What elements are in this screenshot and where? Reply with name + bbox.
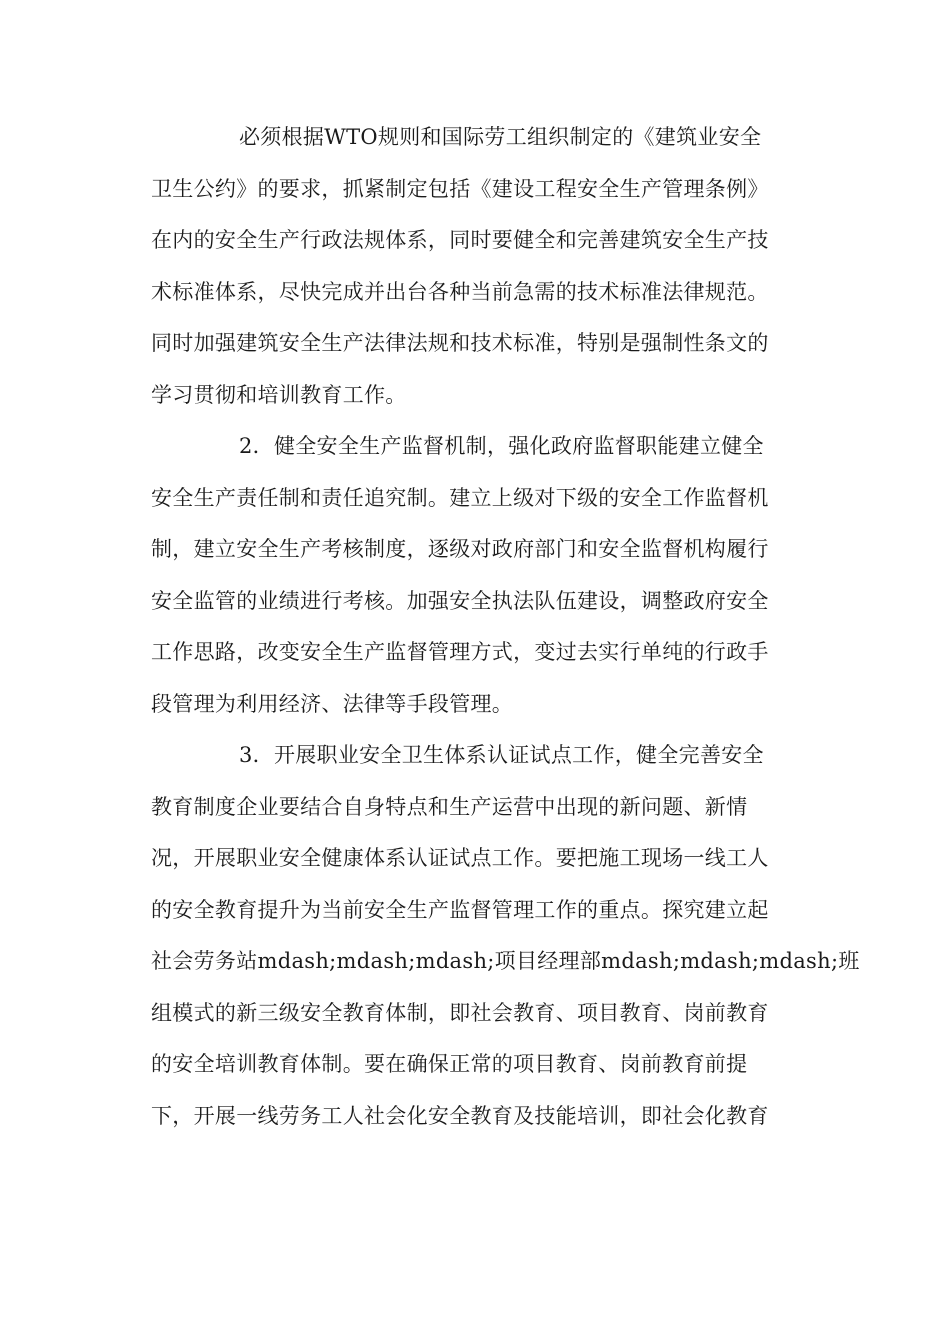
document-body (151, 112, 860, 1142)
text-line: 的安全培训教育体制。要在确保正常的项目教育、岗前教育前提 (151, 1052, 748, 1076)
text-line: 下，开展一线劳务工人社会化安全教育及技能培训，即社会化教育 (151, 1103, 769, 1128)
text-line: 社会劳务站mdash;mdash;mdash;项目经理部mdash;mdash;mdash;班 (151, 949, 860, 973)
text-line: 同时加强建筑安全生产法律法规和技术标准，特别是强制性条文的 (151, 331, 769, 355)
paragraph-item-2 (151, 421, 801, 730)
text-line: 组模式的新三级安全教育体制，即社会教育、项目教育、岗前教育 (151, 1000, 769, 1025)
paragraph-item-3 (151, 730, 860, 1142)
text-line: 的安全教育提升为当前安全生产监督管理工作的重点。探究建立起 (151, 897, 769, 922)
text-line: 制，建立安全生产考核制度，逐级对政府部门和安全监督机构履行 (151, 537, 769, 561)
text-line: 卫生公约》的要求，抓紧制定包括《建设工程安全生产管理条例》 (151, 176, 769, 201)
text-line: 2．健全安全生产监督机制，强化政府监督职能建立健全 (239, 434, 764, 458)
text-line: 工作思路，改变安全生产监督管理方式，变过去实行单纯的行政手 (151, 640, 769, 664)
text-line: 必须根据WTO规则和国际劳工组织制定的《建筑业安全 (239, 125, 762, 149)
text-line: 3．开展职业安全卫生体系认证试点工作，健全完善安全 (239, 743, 764, 767)
text-line: 教育制度企业要结合自身特点和生产运营中出现的新问题、新情 (151, 794, 748, 819)
text-line: 学习贯彻和培训教育工作。 (151, 382, 407, 407)
text-line: 术标准体系，尽快完成并出台各种当前急需的技术标准法律规范。 (151, 279, 769, 304)
text-line: 况，开展职业安全健康体系认证试点工作。要把施工现场一线工人 (151, 846, 769, 870)
text-line: 安全生产责任制和责任追究制。建立上级对下级的安全工作监督机 (151, 485, 769, 510)
paragraph-intro (151, 112, 801, 421)
text-line: 段管理为利用经济、法律等手段管理。 (151, 691, 514, 716)
text-line: 安全监管的业绩进行考核。加强安全执法队伍建设，调整政府安全 (151, 588, 769, 613)
text-line: 在内的安全生产行政法规体系，同时要健全和完善建筑安全生产技 (151, 228, 769, 252)
